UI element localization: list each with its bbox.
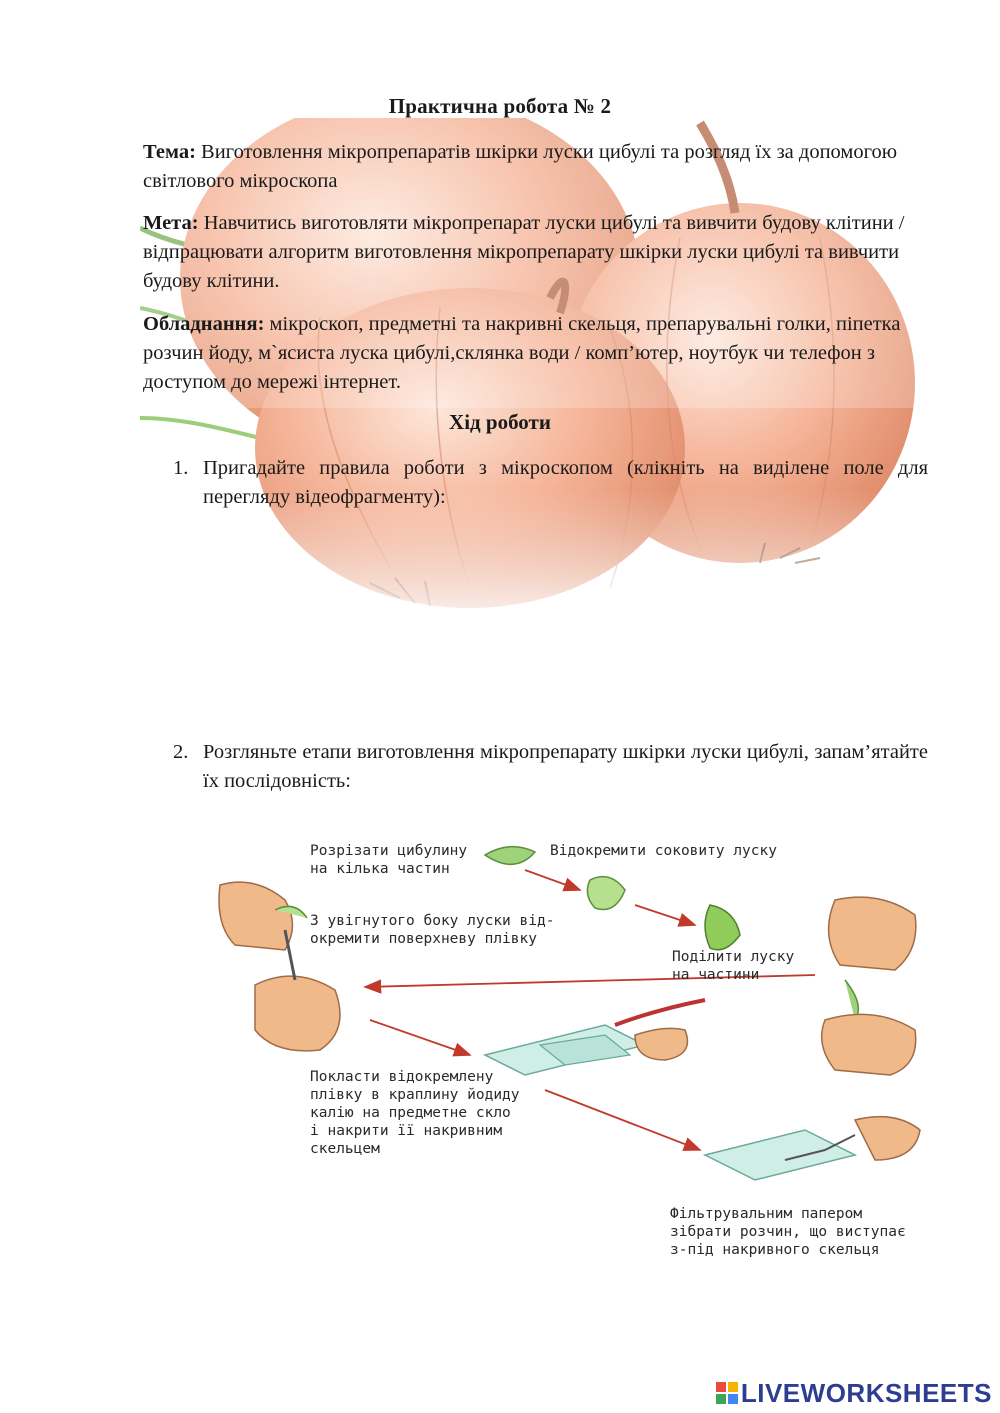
hand-icon <box>219 882 293 950</box>
preparation-diagram <box>215 830 925 1270</box>
onion-piece-icon <box>485 847 535 865</box>
arrow-icon <box>635 905 695 925</box>
procedure-heading: Хід роботи <box>449 410 551 434</box>
liveworksheets-logo-icon <box>715 1381 739 1405</box>
hand-icon <box>255 976 340 1051</box>
goal-paragraph <box>143 209 933 296</box>
hand-icon <box>822 1014 916 1075</box>
needle-icon <box>615 1000 705 1025</box>
arrow-icon <box>545 1090 700 1150</box>
video-answer-field[interactable] <box>200 520 800 690</box>
onion-scale-icon <box>587 877 625 910</box>
step-1 <box>173 454 928 512</box>
arrow-icon <box>370 1020 470 1055</box>
diagram-label-2: Відокремити соковиту луску <box>550 843 777 859</box>
glass-slide-icon <box>705 1130 855 1180</box>
equipment-paragraph <box>143 310 933 397</box>
diagram-label-1: Розрізати цибулину на кілька частин <box>310 843 468 877</box>
diagram-label-4: Поділити луску на частини <box>672 949 795 983</box>
topic-paragraph <box>143 138 933 196</box>
diagram-label-5: Покласти відокремлену плівку в краплину йодиду калію на предметне скло і накрити її накривним скельцем <box>310 1069 520 1157</box>
goal-label: Мета: <box>143 212 199 234</box>
equipment-label: Обладнання: <box>143 313 265 335</box>
hand-icon <box>829 897 916 970</box>
step-number: 2. <box>173 741 189 763</box>
page-title: Практична робота № 2 <box>388 94 612 118</box>
liveworksheets-brand <box>715 1378 992 1408</box>
step-number: 1. <box>173 457 189 479</box>
onion-scale-part-icon <box>705 905 740 950</box>
goal-text: Навчитись виготовляти мікропрепарат луски цибулі та вивчити будову клітини / відпрацювати алгоритм виготовлення мікропрепарату шкірки луски цибулі та вивчити будову клітини. <box>143 212 905 292</box>
equipment-text: мікроскоп, предметні та накривні скельця, препарувальні голки, піпетка розчин йоду, м`ясиста луска цибулі,склянка води / комп’ютер, ноутбук чи телефон з доступом до мережі інтернет. <box>143 313 901 393</box>
step-2 <box>173 738 928 796</box>
step-text: Пригадайте правила роботи з мікроскопом (клікніть на виділене поле для перегляду відеофрагменту): <box>203 457 928 508</box>
step-text: Розгляньте етапи виготовлення мікропрепарату шкірки луски цибулі, запам’ятайте їх послідовність: <box>203 741 928 792</box>
diagram-label-6: Фільтрувальним папером зібрати розчин, що виступає з-під накривного скельця <box>670 1206 906 1258</box>
arrow-icon <box>525 870 580 890</box>
topic-label: Тема: <box>143 141 196 163</box>
brand-name: LIVEWORKSHEETS <box>740 1377 992 1408</box>
diagram-illustration <box>215 830 925 1270</box>
topic-text: Виготовлення мікропрепаратів шкірки луски цибулі та розгляд їх за допомогою світлового мікроскопа <box>143 141 898 192</box>
diagram-label-3: З увігнутого боку луски від- окремити поверхневу плівку <box>310 913 555 947</box>
